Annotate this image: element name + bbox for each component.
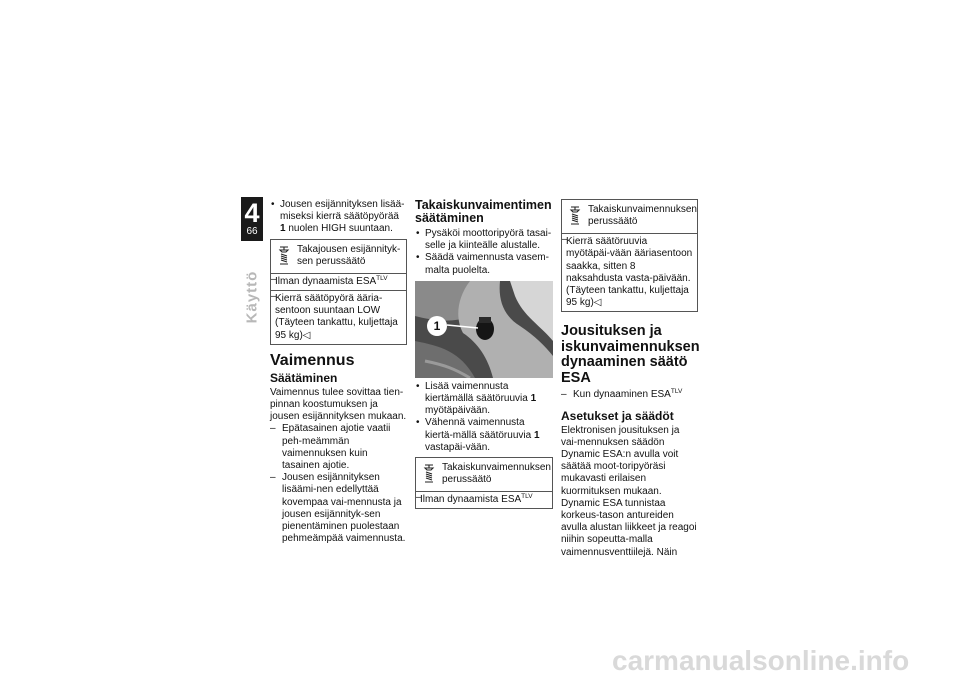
dash-item: – Jousen esijännityksen lisäämi-nen edellyttää kovempaa vai-mennusta ja jousen esijännityk-sen pienentäminen puolestaan pehmeämpää vaimennusta. bbox=[270, 472, 407, 545]
heading-saataminen: Säätäminen bbox=[270, 370, 338, 385]
paragraph: Vaimennus tulee sovittaa tien-pinnan koostumuksen ja jousen esijännityksen mukaan. bbox=[270, 386, 407, 423]
heading-vaimennus: Vaimennus bbox=[270, 351, 355, 369]
paragraph: Dynamic ESA tunnistaa korkeus-tason antureiden avulla alustan liikkeet ja reagoi niihin sopeutta-malla vaimennusventtiilejä. Näin bbox=[561, 497, 697, 558]
note-title: Takajousen esijännityk-sen perussäätö bbox=[297, 243, 401, 267]
paragraph: Elektronisen jousituksen ja vai-mennuksen säädön Dynamic ESA:n avulla voit säätää moot-toripyöräsi mukavasti erilaisen kuormituksen mukaan. bbox=[561, 424, 680, 497]
bullet-item: • Vähennä vaimennusta kiertä-mällä säätöruuvia 1 vastapäi-vään. bbox=[415, 417, 553, 454]
note-row: – Kierrä säätöruuvia myötäpäi-vään ääriasentoon saakka, sitten 8 naksahdusta vasta-päivään. (Täyteen tankattu, kuljettaja 95 kg)◁ bbox=[562, 233, 697, 311]
spring-adjust-icon bbox=[568, 206, 584, 230]
note-row: – Ilman dynaamista $ESA^{TLV}$ bbox=[271, 273, 406, 290]
column-3 bbox=[561, 199, 698, 559]
subheading: Asetukset ja säädöt bbox=[561, 408, 674, 423]
note-box bbox=[561, 199, 698, 312]
chapter-number: 4 bbox=[244, 198, 260, 228]
note-title: Takaiskunvaimennuksen perussäätö bbox=[442, 462, 551, 486]
spring-adjust-icon bbox=[277, 246, 293, 270]
callout-1: 1 bbox=[427, 316, 447, 336]
damper-adjuster-photo bbox=[415, 281, 553, 378]
bullet-item: • Jousen esijännityksen lisää-miseksi kierrä säätöpyörää 1 nuolen HIGH suuntaan. bbox=[270, 199, 407, 236]
note-row: – Kierrä säätöpyörä ääria-sentoon suuntaan LOW (Täyteen tankattu, kuljettaja 95 kg)◁ bbox=[271, 290, 406, 344]
page-number: 66 bbox=[246, 226, 258, 237]
watermark: carmanualsonline.info bbox=[612, 645, 910, 676]
dash-item: – Epätasainen ajotie vaatii peh-meämmän vaimennuksen kuin tasainen ajotie. bbox=[270, 423, 407, 472]
spring-adjust-icon bbox=[422, 464, 438, 488]
dash-item: – Kun dynaaminen $ESA^{TLV}$ bbox=[561, 389, 698, 401]
note-title: Takaiskunvaimennuksen perussäätö bbox=[588, 204, 697, 228]
side-label: Käyttö bbox=[243, 270, 261, 324]
section-heading: Jousituksen ja iskunvaimennuksen dynaaminen säätö ESA bbox=[561, 323, 700, 386]
note-box bbox=[270, 239, 407, 345]
bullet-item: • Pysäköi moottoripyörä tasai-selle ja kiinteälle alustalle. bbox=[415, 228, 553, 252]
bullet-item: • Lisää vaimennusta kiertämällä säätöruuvia 1 myötäpäivään. bbox=[415, 381, 553, 418]
section-heading: Takaiskunvaimentimen säätäminen bbox=[415, 198, 552, 225]
bullet-item: • Säädä vaimennusta vasem-malta puolelta. bbox=[415, 252, 553, 276]
note-row: – Ilman dynaamista $ESA^{TLV}$ bbox=[416, 491, 552, 508]
column-2 bbox=[415, 199, 553, 513]
column-1 bbox=[270, 199, 407, 545]
note-box bbox=[415, 457, 553, 509]
